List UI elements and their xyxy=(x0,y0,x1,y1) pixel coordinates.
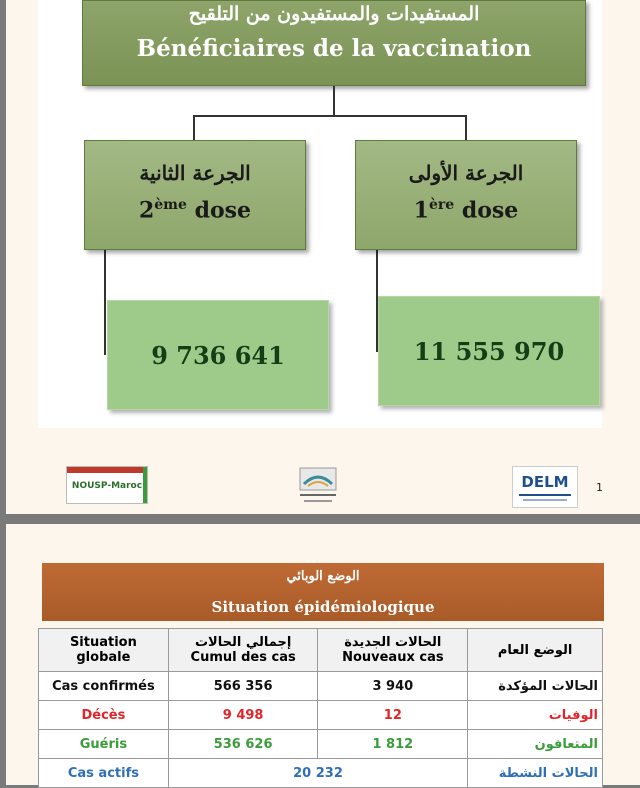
connector-right-drop xyxy=(465,115,467,141)
dose2-box xyxy=(84,140,306,250)
table-row xyxy=(39,701,603,730)
header-situation-globale: Situation globale xyxy=(39,629,169,672)
situation-table xyxy=(38,628,603,788)
dose1-label-french xyxy=(356,197,576,223)
row-label-arabic: الحالات النشطة xyxy=(468,759,603,788)
table-row xyxy=(39,759,603,788)
row-new: 3 940 xyxy=(318,672,468,701)
row-label-arabic: الحالات المؤكدة xyxy=(468,672,603,701)
row-new: 12 xyxy=(318,701,468,730)
title-french: Bénéficiaires de la vaccination xyxy=(136,35,532,62)
dose2-number: 2 xyxy=(138,197,155,224)
header-cumul xyxy=(168,629,318,672)
page-number: 1 xyxy=(596,481,603,494)
row-label-arabic: المتعافون xyxy=(468,730,603,759)
delm-logo-text: DELM xyxy=(521,473,569,491)
row-new: 1 812 xyxy=(318,730,468,759)
nousp-logo-text: NOUSP-Maroc xyxy=(71,481,143,491)
nousp-logo xyxy=(66,466,148,504)
header-cumul-arabic: إجمالي الحالات xyxy=(194,635,292,650)
dose2-word: dose xyxy=(194,197,252,224)
ministry-emblem-icon xyxy=(294,466,342,506)
ministry-logo xyxy=(294,466,342,506)
row-label-french: Guéris xyxy=(39,730,169,759)
connector-left-drop xyxy=(193,115,195,141)
dose2-label-french xyxy=(85,197,305,223)
connector-vertical-top xyxy=(333,86,335,116)
row-cumul: 536 626 xyxy=(168,730,318,759)
header-nouveaux-french: Nouveaux cas xyxy=(342,650,444,665)
header-nouveaux-arabic: الحالات الجديدة xyxy=(344,635,442,650)
row-label-french: Cas confirmés xyxy=(39,672,169,701)
connector-dose2-side xyxy=(104,250,106,355)
table-row xyxy=(39,730,603,759)
dose1-number: 1 xyxy=(413,197,429,224)
table-header-row xyxy=(39,629,603,672)
row-label-arabic: الوفيات xyxy=(468,701,603,730)
row-cumul: 566 356 xyxy=(168,672,318,701)
row-cumul: 9 498 xyxy=(168,701,318,730)
situation-header-french: Situation épidémiologique xyxy=(211,598,435,616)
header-cumul-french: Cumul des cas xyxy=(190,650,296,665)
title-arabic: المستفيدات والمستفيدون من التلقيح xyxy=(188,3,480,25)
dose1-count: 11 555 970 xyxy=(378,296,600,406)
dose2-count: 9 736 641 xyxy=(107,300,329,410)
row-label-french: Décès xyxy=(39,701,169,730)
dose1-suffix: ère xyxy=(428,197,455,213)
header-general-status-arabic: الوضع العام xyxy=(468,629,603,672)
dose1-box xyxy=(355,140,577,250)
table-row xyxy=(39,672,603,701)
situation-header xyxy=(42,563,604,621)
connector-horizontal xyxy=(193,115,467,117)
row-label-french: Cas actifs xyxy=(39,759,169,788)
title-box xyxy=(82,0,586,86)
dose1-label-arabic: الجرعة الأولى xyxy=(408,161,524,185)
dose1-word: dose xyxy=(461,197,519,224)
dose2-label-arabic: الجرعة الثانية xyxy=(139,161,251,185)
delm-logo xyxy=(512,466,578,508)
situation-header-arabic: الوضع الوبائي xyxy=(286,569,360,584)
dose2-suffix: ème xyxy=(154,197,187,213)
header-nouveaux xyxy=(318,629,468,672)
row-active-value: 20 232 xyxy=(168,759,467,788)
